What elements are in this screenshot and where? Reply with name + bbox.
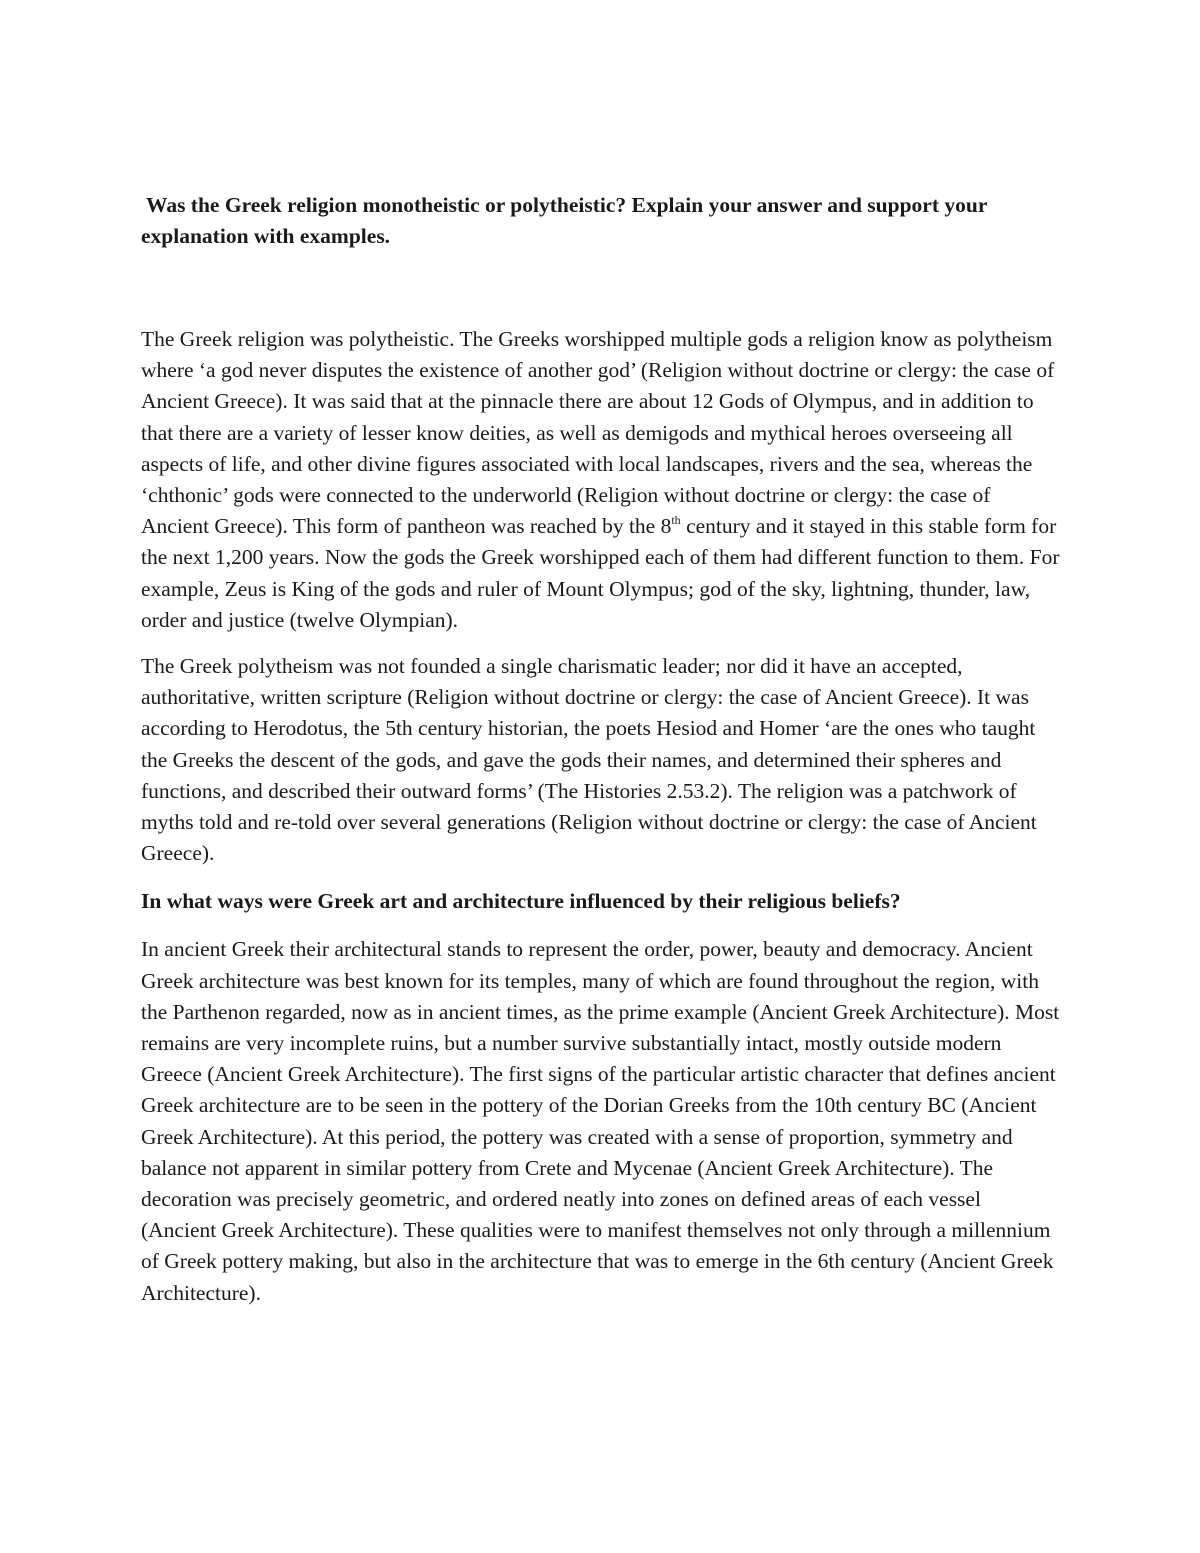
paragraph-polytheism-text-1: The Greek religion was polytheistic. The Greeks worshipped multiple gods a religion know as polytheism where ‘a god never disputes the existence of another god’ (Religion without doctrine or clergy: the case of Ancient Greece). It was said that at the pinnacle there are about 12 Gods of Olympus, and in addition to that there are a variety of lesser know deities, as well as demigods and mythical heroes overseeing all aspects of life, and other divine figures associated with local landscapes, rivers and the sea, whereas the ‘chthonic’ gods were connected to the underworld (Religion without doctrine or clergy: the case of Ancient Greece). This form of pantheon was reached by the 8 (141, 327, 1055, 539)
paragraph-no-founder: The Greek polytheism was not founded a single charismatic leader; nor did it have an accepted, authoritative, written scripture (Religion without doctrine or clergy: the case of Ancient Greece). It was according to Herodotus, the 5th century historian, the poets Hesiod and Homer ‘are the ones who taught the Greeks the descent of the gods, and gave the gods their names, and determined their spheres and functions, and described their outward forms’ (The Histories 2.53.2). The religion was a patchwork of myths told and re-told over several generations (Religion without doctrine or clergy: the case of Ancient Greece). (141, 654, 1037, 866)
ordinal-suffix: th (671, 513, 681, 528)
question-heading-2: In what ways were Greek art and architecture influenced by their religious beliefs? (141, 889, 901, 914)
document-page (141, 190, 1061, 1309)
paragraph-polytheism (141, 324, 1061, 636)
paragraph-polytheism-text-2: century and it stayed in this stable form for the next 1,200 years. Now the gods the Greek worshipped each of them had different function to them. For example, Zeus is King of the gods and ruler of Mount Olympus; god of the sky, lightning, thunder, law, order and justice (twelve Olympian). (141, 514, 1060, 632)
question-heading-1: Was the Greek religion monotheistic or polytheistic? Explain your answer and support your explanation with examples. (141, 193, 987, 248)
paragraph-architecture: In ancient Greek their architectural stands to represent the order, power, beauty and democracy. Ancient Greek architecture was best known for its temples, many of which are found throughout the region, with the Parthenon regarded, now as in ancient times, as the prime example (Ancient Greek Architecture). Most remains are very incomplete ruins, but a number survive substantially intact, mostly outside modern Greece (Ancient Greek Architecture). The first signs of the particular artistic character that defines ancient Greek architecture are to be seen in the pottery of the Dorian Greeks from the 10th century BC (Ancient Greek Architecture). At this period, the pottery was created with a sense of proportion, symmetry and balance not apparent in similar pottery from Crete and Mycenae (Ancient Greek Architecture). The decoration was precisely geometric, and ordered neatly into zones on defined areas of each vessel (Ancient Greek Architecture). These qualities were to manifest themselves not only through a millennium of Greek pottery making, but also in the architecture that was to emerge in the 6th century (Ancient Greek Architecture). (141, 937, 1060, 1305)
